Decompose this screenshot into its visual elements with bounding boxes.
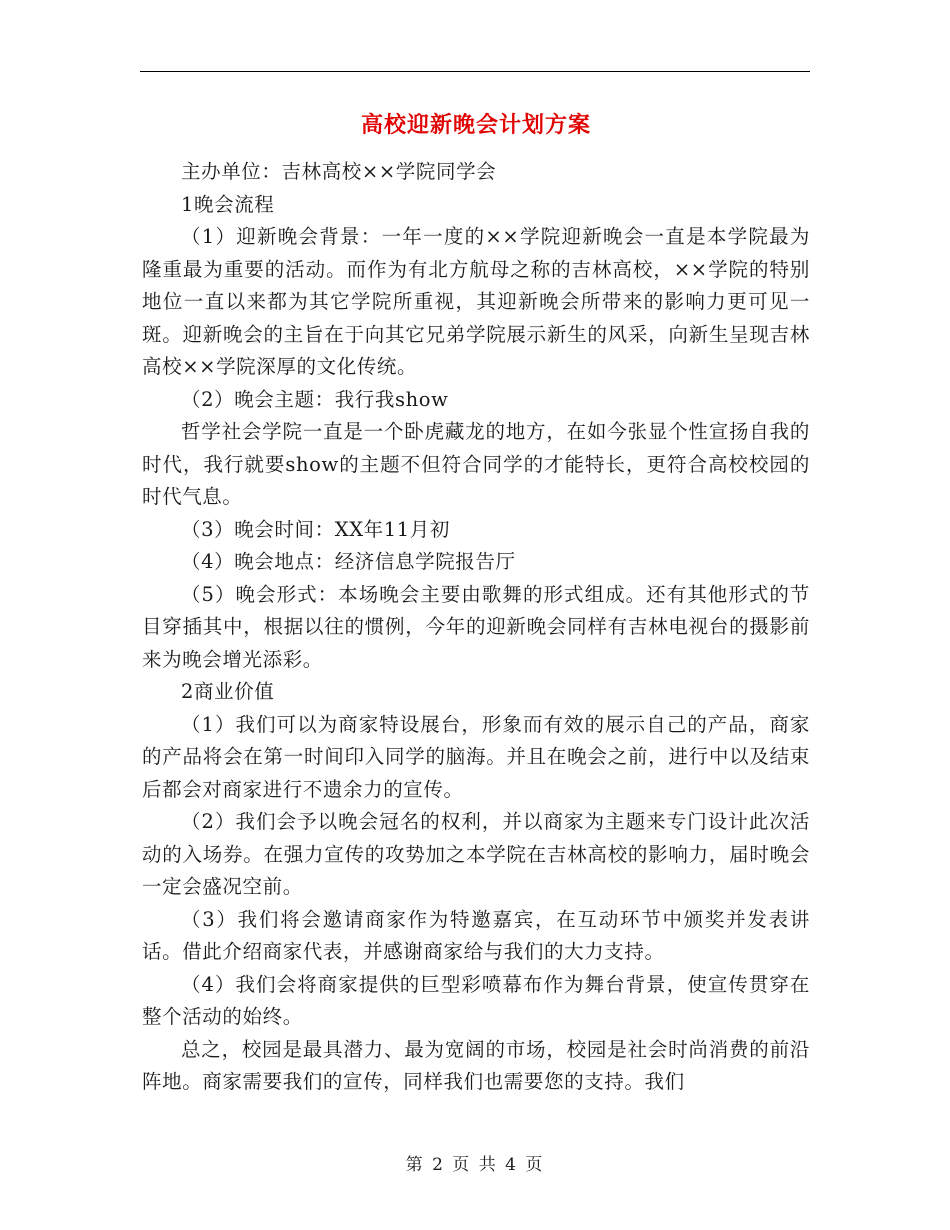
paragraph-time: （3）晚会时间：XX年11月初 bbox=[181, 517, 450, 541]
paragraph-commercial-1: （1）我们可以为商家特设展台，形象而有效的展示自己的产品，商家的产品将会在第一时间印入同学的脑海。并且在晚会之前，进行中以及结束后都会对商家进行不遗余力的宣传。 bbox=[142, 712, 810, 801]
header-rule bbox=[140, 71, 810, 72]
paragraph-theme-detail: 哲学社会学院一直是一个卧虎藏龙的地方，在如今张显个性宣扬自我的时代，我行就要show的主题不但符合同学的才能特长，更符合高校校园的时代气息。 bbox=[142, 420, 810, 508]
paragraph-theme: （2）晚会主题：我行我show bbox=[181, 387, 449, 411]
section-heading-commercial: 2商业价值 bbox=[181, 680, 275, 703]
page-footer bbox=[0, 1150, 950, 1175]
section-heading-program: 1晚会流程 bbox=[181, 192, 275, 216]
document-title: 高校迎新晚会计划方案 bbox=[360, 112, 591, 138]
document-body bbox=[142, 102, 810, 1099]
paragraph-format: （5）晚会形式：本场晚会主要由歌舞的形式组成。还有其他形式的节目穿插其中，根据以往的惯例，今年的迎新晚会同样有吉林电视台的摄影前来为晚会增光添彩。 bbox=[142, 582, 810, 671]
paragraph-commercial-3: （3）我们将会邀请商家作为特邀嘉宾，在互动环节中颁奖并发表讲话。借此介绍商家代表，并感谢商家给与我们的大力支持。 bbox=[142, 907, 810, 963]
paragraph-conclusion: 总之，校园是最具潜力、最为宽阔的市场，校园是社会时尚消费的前沿阵地。商家需要我们的宣传，同样我们也需要您的支持。我们 bbox=[142, 1037, 810, 1093]
paragraph-commercial-2: （2）我们会予以晚会冠名的权利，并以商家为主题来专门设计此次活动的入场券。在强力宣传的攻势加之本学院在吉林高校的影响力，届时晚会一定会盛况空前。 bbox=[142, 810, 810, 898]
paragraph-background: （1）迎新晚会背景：一年一度的××学院迎新晚会一直是本学院最为隆重最为重要的活动。而作为有北方航母之称的吉林高校，××学院的特别地位一直以来都为其它学院所重视，其迎新晚会所带来的影响力更可见一斑。迎新晚会的主旨在于向其它兄弟学院展示新生的风采，向新生呈现吉林高校××学院深厚的文化传统。 bbox=[142, 225, 810, 378]
paragraph-commercial-4: （4）我们会将商家提供的巨型彩喷幕布作为舞台背景，使宣传贯穿在整个活动的始终。 bbox=[142, 972, 810, 1028]
paragraph-venue: （4）晚会地点：经济信息学院报告厅 bbox=[181, 550, 516, 573]
page-number-label: 第 2 页 共 4 页 bbox=[405, 1155, 545, 1175]
organizer-line: 主办单位：吉林高校××学院同学会 bbox=[181, 160, 497, 183]
